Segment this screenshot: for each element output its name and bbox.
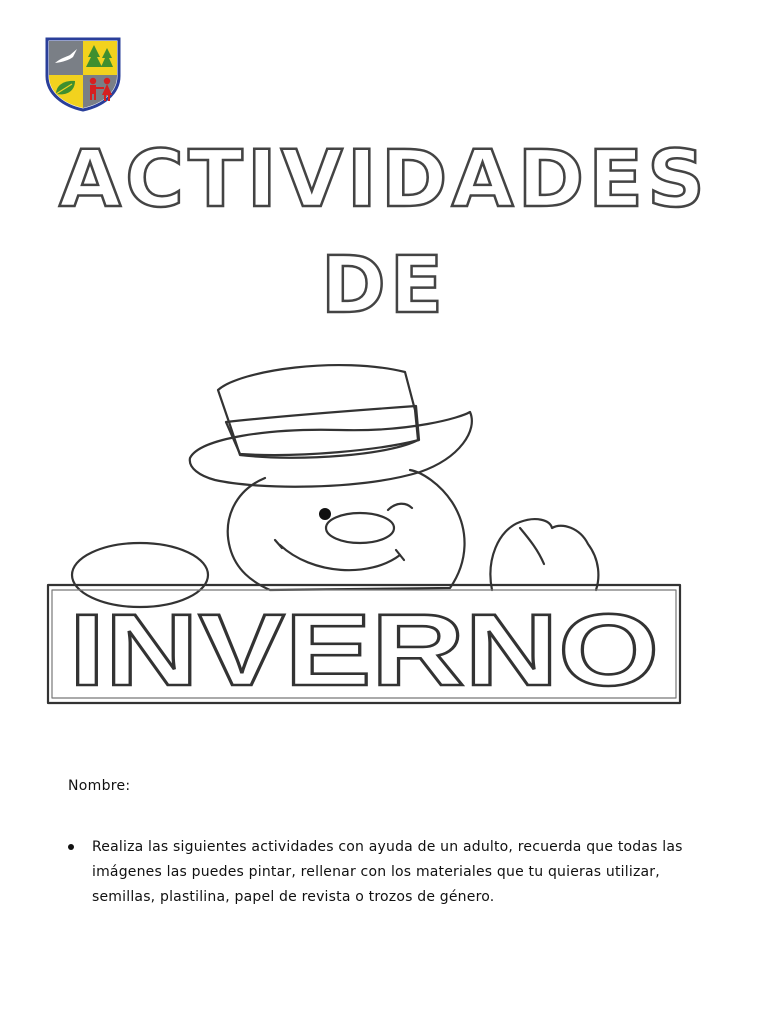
hat-crown bbox=[218, 365, 418, 458]
name-label: Nombre: bbox=[68, 778, 131, 794]
snowman-illustration bbox=[40, 350, 700, 710]
title-line-2: DE bbox=[320, 241, 448, 330]
sign-text: INVERNO bbox=[69, 593, 659, 707]
school-crest bbox=[44, 36, 122, 112]
instruction-text: Realiza las siguientes actividades con ayuda de un adulto, recuerda que todas las imágenes las puedes pintar, rellenar con los materiales que tu quieras utilizar, semillas, plastilina, papel de revista o trozos de género. bbox=[92, 839, 683, 905]
title-line-1: ACTIVIDADES bbox=[59, 135, 709, 225]
snowman-wink bbox=[388, 504, 412, 510]
instruction-item bbox=[66, 835, 706, 910]
snowman-head bbox=[228, 470, 465, 590]
instructions-list bbox=[66, 835, 706, 910]
snowman-smile bbox=[280, 545, 400, 570]
title-graphic bbox=[0, 130, 768, 330]
mitten bbox=[490, 519, 598, 590]
hat-brim bbox=[190, 412, 472, 487]
snowman-nose bbox=[326, 513, 394, 543]
snowman-eye bbox=[319, 508, 331, 520]
bullet-icon bbox=[68, 844, 74, 850]
